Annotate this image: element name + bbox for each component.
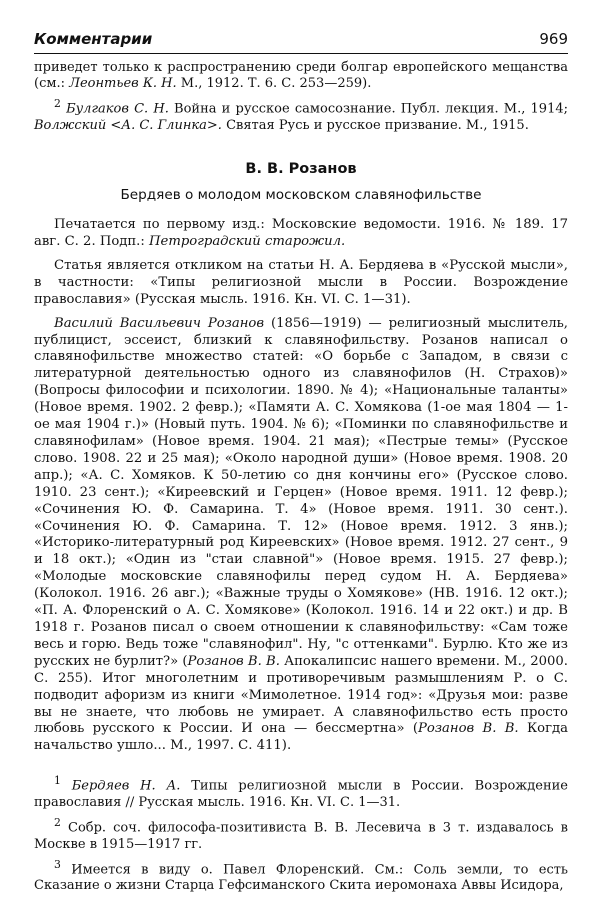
footnote-3: $^3$ Имеется в виду о. Павел Флоренский. См.: Соль земли, то есть Сказание о жизни Старца Гефсиманского Скита иеромонаха Аввы Исидора,	[34, 857, 569, 894]
commentary-paragraph-2: Василий Васильевич Розанов (1856—1919) — религиозный мыслитель, публицист, эссеист, близкий к славянофильству. Розанов написал о славянофильстве множество статей: «О борьбе с Западом, в связи с литературной деятельностью одного из славянофилов (Н. Страхов)» (Вопросы философии и психологии. 1890. № 4); «Национальные таланты» (Новое время. 1902. 2 февр.); «Памяти А. С. Хомякова (1-ое мая 1804 — 1-ое мая 1904 г.)» (Новый путь. 1904. № 6); «Поминки по славянофильстве и славянофилам» (Новое время. 1904. 21 мая); «Пестрые темы» (Русское слово. 1908. 22 и 25 мая); «Около народной души» (Новое время. 1908. 20 апр.); «А. С. Хомяков. К 50-летию со дня кончины его» (Русское слово. 1910. 23 сент.); «Киреевский и Герцен» (Новое время. 1911. 12 февр.); «Сочинения Ю. Ф. Самарина. Т. 4» (Новое время. 1911. 30 сент.). «Сочинения Ю. Ф. Самарина. Т. 12» (Новое время. 1912. 3 янв.); «Историко-литературный род Киреевских» (Новое время. 1912. 27 сент., 9 и 18 окт.); «Один из "стаи славной"» (Новое время. 1915. 27 февр.); «Молодые московские славянофилы перед судом Н. А. Бердяева» (Колокол. 1916. 26 авг.); «Важные труды о Хомякове» (НВ. 1916. 12 окт.); «П. А. Флоренский о А. С. Хомякове» (Колокол. 1916. 14 и 22 окт.) и др. В 1918 г. Розанов писал о своем отношении к славянофильству: «Сам тоже весь и горю. Ведь тоже "славянофил". Ну, "с оттенками". Бурлю. Кто же из русских не бурлит?» (Розанов В. В. Апокалипсис нашего времени. М., 2000. С. 255). Итог многолетним и противоречивым размышлениям Р. о С. подводит афоризм из книги «Мимолетное. 1914 год»: «Друзья мои: разве вы не знаете, что любовь не умирает. А славянофильство есть просто любовь русского к России. И она — бессмертна» (Розанов В. В. Когда начальство ушло... М., 1997. С. 411).	[34, 315, 568, 754]
footnotes	[34, 773, 568, 894]
note-2-marker: 2	[54, 97, 61, 111]
section-title: Комментарии	[34, 30, 153, 48]
footnote-1: $^1$ Бердяев Н. А. Типы религиозной мысли в России. Возрождение православия // Русская мысль. 1916. Кн. VI. С. 1—31.	[34, 774, 568, 810]
header-rule	[34, 53, 568, 54]
commentary-paragraph-1: Статья является откликом на статьи Н. А. Бердяева в «Русской мысли», в частности: «Типы религиозной мысли в России. Возрождение православия» (Русская мысль. 1916. Кн. VI. С. 1—31).	[34, 257, 568, 307]
publication-info: Печатается по первому изд.: Московские ведомости. 1916. № 189. 17 авг. С. 2. Подп.: Петроградский старожил.	[34, 217, 568, 250]
running-head	[34, 30, 568, 48]
article-title: Бердяев о молодом московском славянофильстве	[120, 187, 482, 204]
page-number: 969	[539, 30, 568, 48]
note-continuation: приведет только к распространению среди болгар европейского мещанства (см.: Леонтьев К. Н. М., 1912. Т. 6. С. 253—259).	[34, 60, 568, 92]
note-2: $^2$ Булгаков С. Н. Война и русское самосознание. Публ. лекция. М., 1914; Волжский <А. С. Глинка>. Святая Русь и русское призвание. М., 1915.	[34, 97, 568, 133]
article-author: В. В. Розанов	[245, 161, 357, 178]
page-body	[34, 60, 568, 894]
footnote-2: $^2$ Собр. соч. философа-позитивиста В. В. Лесевича в 3 т. издавалось в Москве в 1915—1917 гг.	[34, 815, 569, 852]
